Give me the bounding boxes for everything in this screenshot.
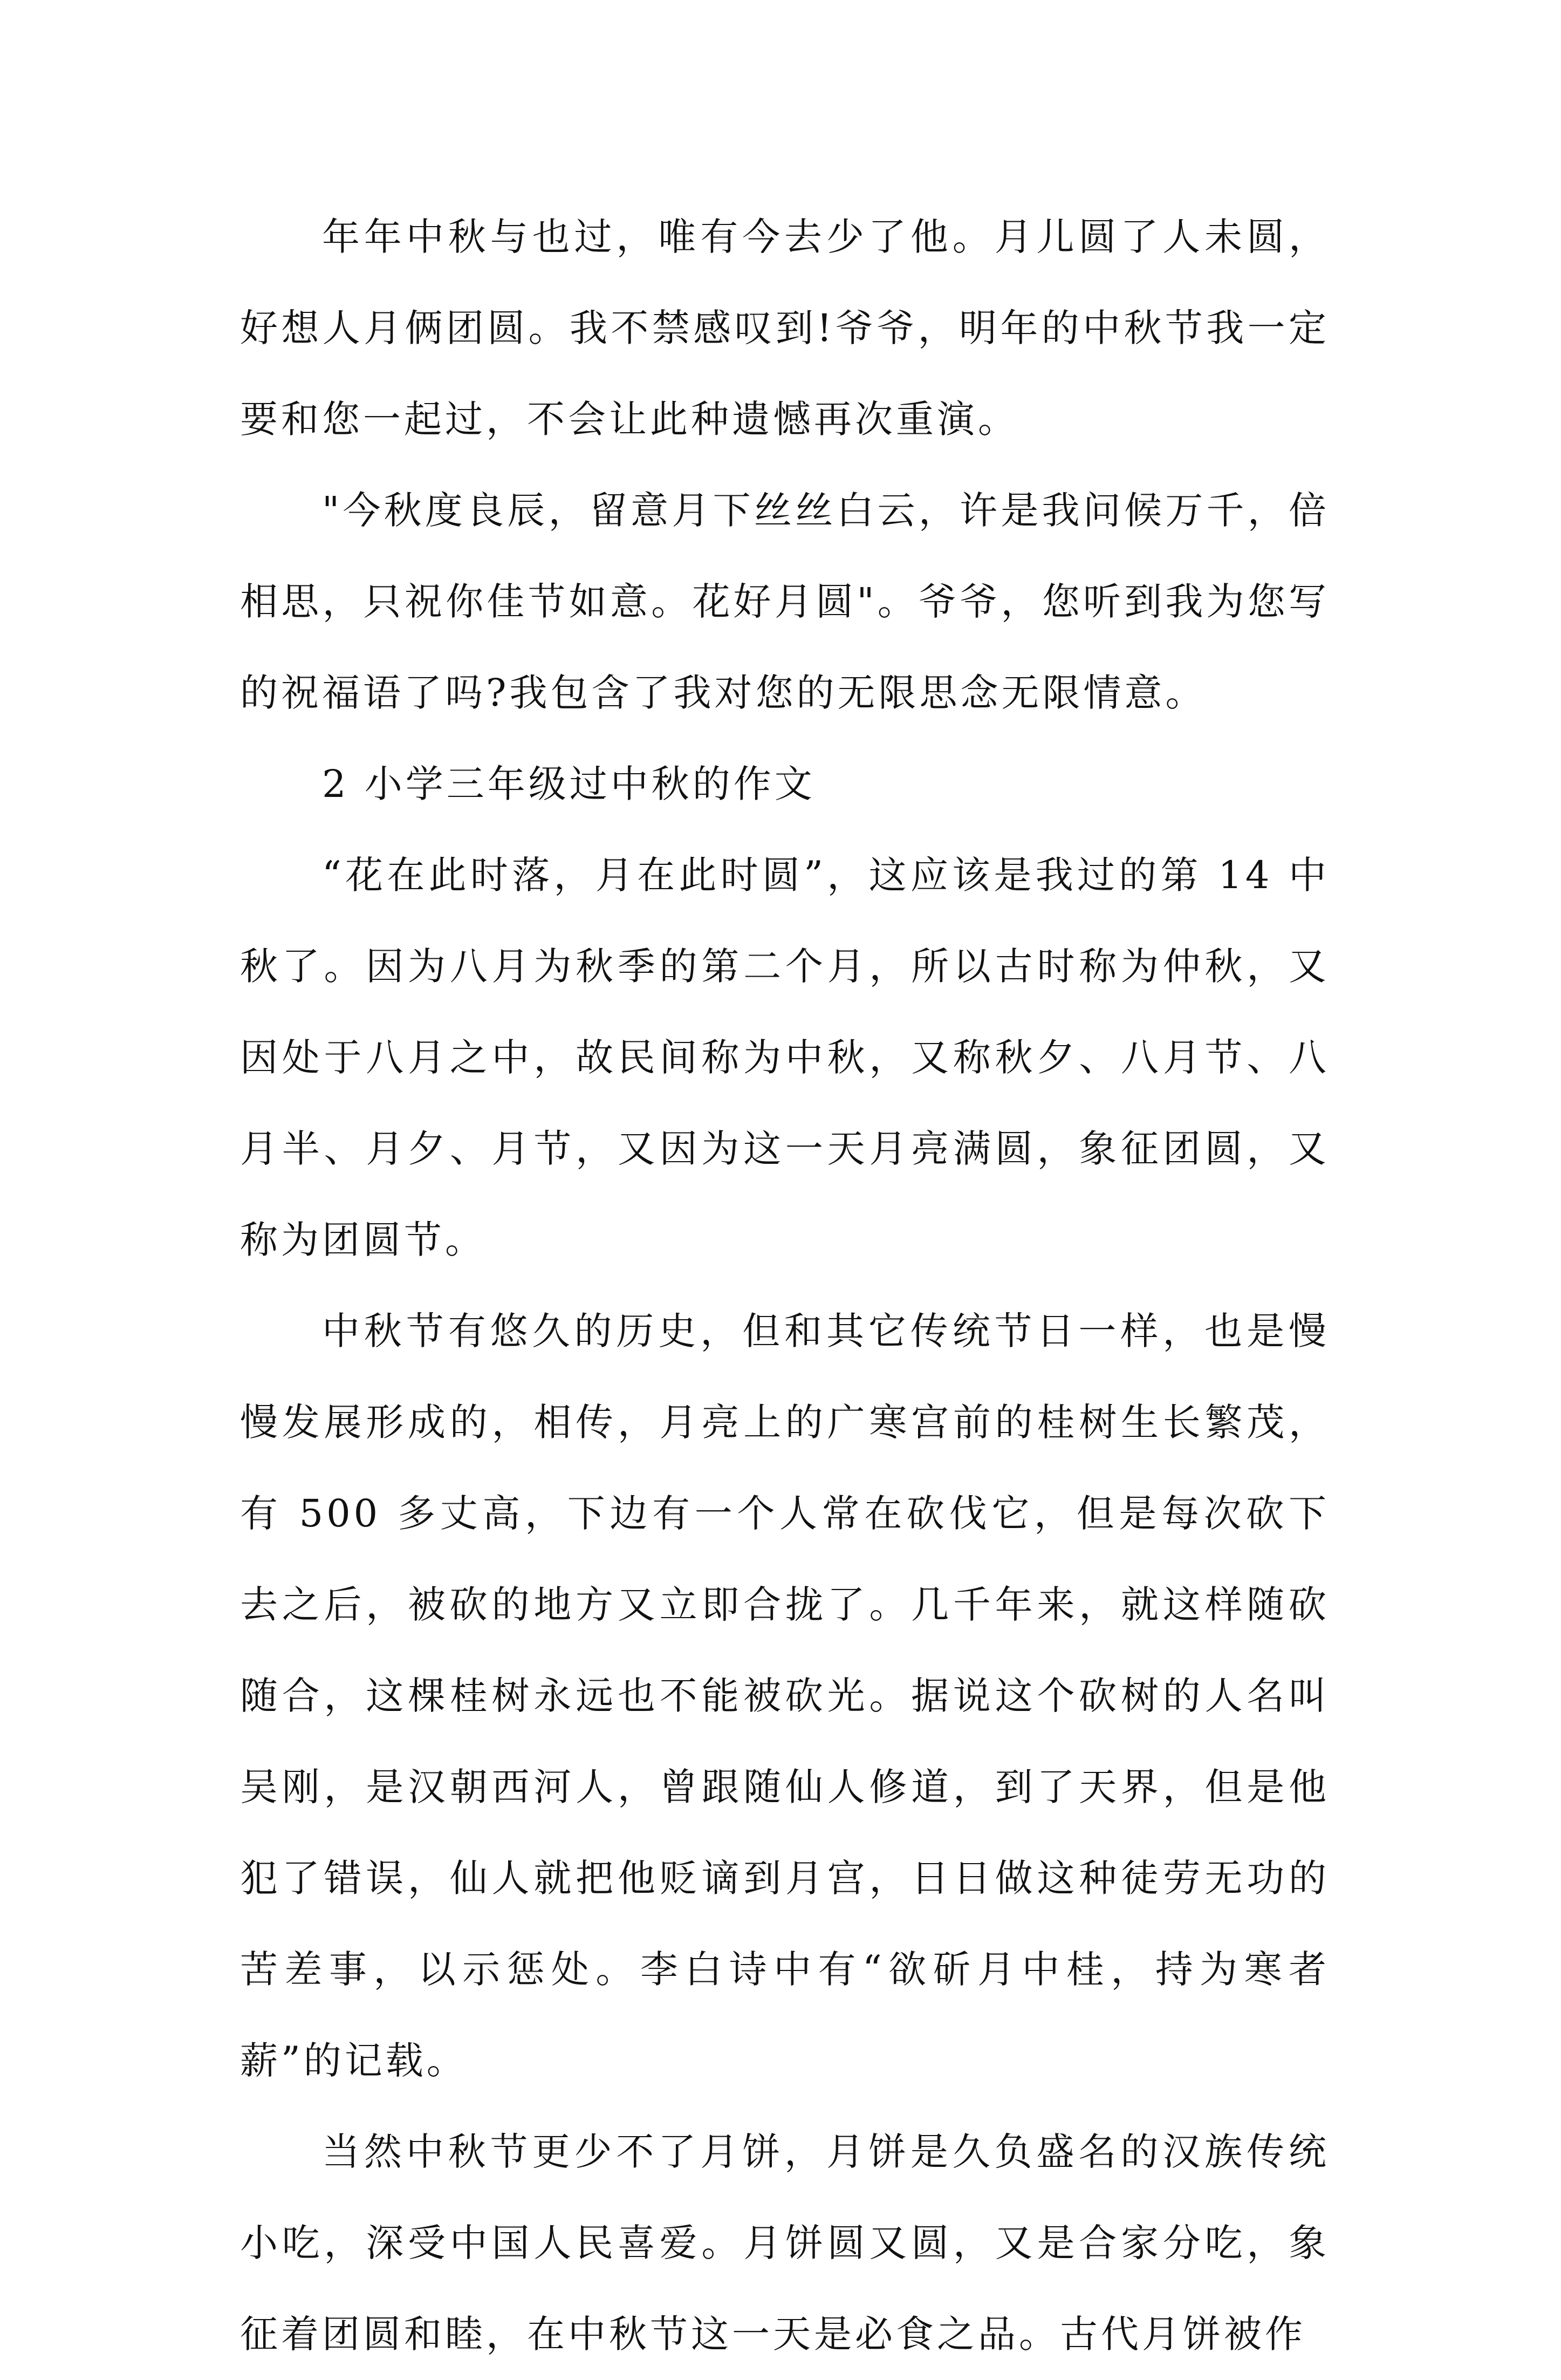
paragraph-5: 当然中秋节更少不了月饼，月饼是久负盛名的汉族传统小吃，深受中国人民喜爱。月饼圆又圆，又是合家分吃，象征着团圆和睦，在中秋节这一天是必食之品。古代月饼被作 <box>240 2130 1330 2356</box>
paragraph-4: 中秋节有悠久的历史，但和其它传统节日一样，也是慢慢发展形成的，相传，月亮上的广寒宫前的桂树生长繁茂，有 500 多丈高，下边有一个人常在砍伐它，但是每次砍下去之后，被砍的地方又立即合拢了。几千年来，就这样随砍随合，这棵桂树永远也不能被砍光。据说这个砍树的人名叫吴刚，是汉朝西河人，曾跟随仙人修道，到了天界，但是他犯了错误，仙人就把他贬谪到月宫，日日做这种徒劳无功的苦差事，以示惩处。李白诗中有“欲斫月中桂，持为寒者薪”的记载。 <box>240 1309 1330 2083</box>
section-heading: 2 小学三年级过中秋的作文 <box>322 762 816 806</box>
paragraph-3: “花在此时落，月在此时圆”，这应该是我过的第 14 中秋了。因为八月为秋季的第二个月，所以古时称为仲秋，又因处于八月之中，故民间称为中秋，又称秋夕、八月节、八月半、月夕、月节，又因为这一天月亮满圆，象征团圆，又称为团圆节。 <box>240 853 1330 1262</box>
paragraph-2: "今秋度良辰，留意月下丝丝白云，许是我问候万千，倍相思，只祝你佳节如意。花好月圆"。爷爷，您听到我为您写的祝福语了吗?我包含了我对您的无限思念无限情意。 <box>240 488 1330 715</box>
document-body <box>240 192 1330 2380</box>
paragraph-1: 年年中秋与也过，唯有今去少了他。月儿圆了人未圆，好想人月俩团圆。我不禁感叹到!爷爷，明年的中秋节我一定要和您一起过，不会让此种遗憾再次重演。 <box>240 215 1330 441</box>
